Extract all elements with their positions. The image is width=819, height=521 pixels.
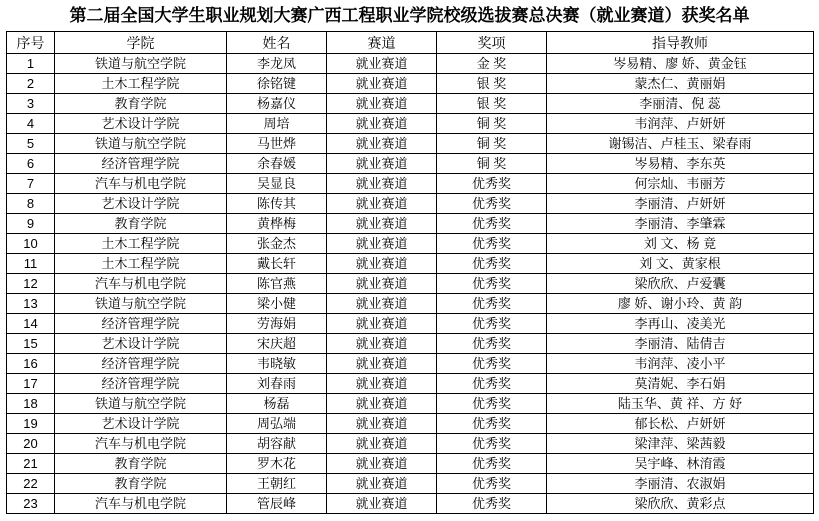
cell-teachers: 李丽清、倪 蕊 bbox=[547, 94, 814, 114]
column-header-name: 姓名 bbox=[227, 32, 327, 54]
cell-award: 银 奖 bbox=[437, 94, 547, 114]
cell-track: 就业赛道 bbox=[327, 54, 437, 74]
cell-track: 就业赛道 bbox=[327, 154, 437, 174]
cell-name: 戴长轩 bbox=[227, 254, 327, 274]
cell-track: 就业赛道 bbox=[327, 114, 437, 134]
cell-college: 汽车与机电学院 bbox=[55, 434, 227, 454]
cell-award: 优秀奖 bbox=[437, 314, 547, 334]
cell-track: 就业赛道 bbox=[327, 274, 437, 294]
cell-name: 陈官燕 bbox=[227, 274, 327, 294]
cell-track: 就业赛道 bbox=[327, 354, 437, 374]
table-row bbox=[7, 454, 814, 474]
cell-college: 铁道与航空学院 bbox=[55, 54, 227, 74]
cell-award: 优秀奖 bbox=[437, 214, 547, 234]
cell-no: 12 bbox=[7, 274, 55, 294]
column-header-no: 序号 bbox=[7, 32, 55, 54]
cell-no: 19 bbox=[7, 414, 55, 434]
cell-no: 6 bbox=[7, 154, 55, 174]
cell-teachers: 李丽清、陆倩吉 bbox=[547, 334, 814, 354]
table-row bbox=[7, 354, 814, 374]
cell-award: 铜 奖 bbox=[437, 154, 547, 174]
cell-award: 优秀奖 bbox=[437, 194, 547, 214]
table-row bbox=[7, 154, 814, 174]
cell-teachers: 岑易精、李东英 bbox=[547, 154, 814, 174]
cell-teachers: 李丽清、卢妍妍 bbox=[547, 194, 814, 214]
cell-college: 经济管理学院 bbox=[55, 154, 227, 174]
table-row bbox=[7, 374, 814, 394]
cell-name: 刘春雨 bbox=[227, 374, 327, 394]
cell-teachers: 刘 文、黄家根 bbox=[547, 254, 814, 274]
table-row bbox=[7, 334, 814, 354]
cell-teachers: 刘 文、杨 竟 bbox=[547, 234, 814, 254]
table-header-row bbox=[7, 32, 814, 54]
cell-award: 优秀奖 bbox=[437, 454, 547, 474]
cell-track: 就业赛道 bbox=[327, 374, 437, 394]
cell-no: 3 bbox=[7, 94, 55, 114]
cell-award: 优秀奖 bbox=[437, 414, 547, 434]
table-row bbox=[7, 274, 814, 294]
table-row bbox=[7, 394, 814, 414]
cell-teachers: 李丽清、农淑娟 bbox=[547, 474, 814, 494]
cell-college: 铁道与航空学院 bbox=[55, 294, 227, 314]
cell-name: 余春媛 bbox=[227, 154, 327, 174]
cell-track: 就业赛道 bbox=[327, 334, 437, 354]
cell-name: 陈传其 bbox=[227, 194, 327, 214]
cell-award: 优秀奖 bbox=[437, 494, 547, 514]
cell-college: 教育学院 bbox=[55, 474, 227, 494]
cell-award: 优秀奖 bbox=[437, 254, 547, 274]
cell-college: 铁道与航空学院 bbox=[55, 394, 227, 414]
cell-track: 就业赛道 bbox=[327, 494, 437, 514]
cell-award: 铜 奖 bbox=[437, 134, 547, 154]
cell-college: 教育学院 bbox=[55, 454, 227, 474]
cell-award: 优秀奖 bbox=[437, 394, 547, 414]
table-row bbox=[7, 414, 814, 434]
cell-college: 经济管理学院 bbox=[55, 374, 227, 394]
cell-teachers: 莫清妮、李石娟 bbox=[547, 374, 814, 394]
cell-track: 就业赛道 bbox=[327, 74, 437, 94]
cell-name: 梁小健 bbox=[227, 294, 327, 314]
cell-no: 15 bbox=[7, 334, 55, 354]
table-row bbox=[7, 234, 814, 254]
cell-track: 就业赛道 bbox=[327, 214, 437, 234]
cell-no: 16 bbox=[7, 354, 55, 374]
cell-teachers: 梁欣欣、黄彩点 bbox=[547, 494, 814, 514]
cell-award: 优秀奖 bbox=[437, 474, 547, 494]
cell-college: 艺术设计学院 bbox=[55, 334, 227, 354]
table-row bbox=[7, 474, 814, 494]
cell-name: 张金杰 bbox=[227, 234, 327, 254]
cell-track: 就业赛道 bbox=[327, 254, 437, 274]
cell-college: 铁道与航空学院 bbox=[55, 134, 227, 154]
cell-track: 就业赛道 bbox=[327, 414, 437, 434]
cell-college: 教育学院 bbox=[55, 214, 227, 234]
cell-track: 就业赛道 bbox=[327, 194, 437, 214]
table-body bbox=[7, 54, 814, 514]
cell-award: 铜 奖 bbox=[437, 114, 547, 134]
table-row bbox=[7, 74, 814, 94]
table-row bbox=[7, 134, 814, 154]
table-row bbox=[7, 54, 814, 74]
cell-name: 罗木花 bbox=[227, 454, 327, 474]
table-row bbox=[7, 174, 814, 194]
cell-teachers: 郁长松、卢妍妍 bbox=[547, 414, 814, 434]
cell-college: 经济管理学院 bbox=[55, 354, 227, 374]
cell-no: 14 bbox=[7, 314, 55, 334]
cell-college: 土木工程学院 bbox=[55, 234, 227, 254]
cell-college: 土木工程学院 bbox=[55, 254, 227, 274]
table-row bbox=[7, 314, 814, 334]
cell-teachers: 韦润萍、卢妍妍 bbox=[547, 114, 814, 134]
cell-no: 13 bbox=[7, 294, 55, 314]
table-row bbox=[7, 114, 814, 134]
cell-no: 9 bbox=[7, 214, 55, 234]
cell-teachers: 廖 娇、谢小玲、黄 韵 bbox=[547, 294, 814, 314]
table-row bbox=[7, 494, 814, 514]
cell-college: 经济管理学院 bbox=[55, 314, 227, 334]
cell-track: 就业赛道 bbox=[327, 234, 437, 254]
cell-track: 就业赛道 bbox=[327, 454, 437, 474]
cell-teachers: 梁欣欣、卢爱囊 bbox=[547, 274, 814, 294]
cell-no: 18 bbox=[7, 394, 55, 414]
page-title: 第二届全国大学生职业规划大赛广西工程职业学院校级选拔赛总决赛（就业赛道）获奖名单 bbox=[69, 6, 750, 25]
cell-award: 优秀奖 bbox=[437, 174, 547, 194]
cell-no: 22 bbox=[7, 474, 55, 494]
cell-no: 10 bbox=[7, 234, 55, 254]
cell-track: 就业赛道 bbox=[327, 294, 437, 314]
cell-name: 黄桦梅 bbox=[227, 214, 327, 234]
cell-name: 马世烨 bbox=[227, 134, 327, 154]
cell-track: 就业赛道 bbox=[327, 174, 437, 194]
cell-teachers: 谢锡洁、卢桂玉、梁春雨 bbox=[547, 134, 814, 154]
cell-teachers: 李再山、凌美光 bbox=[547, 314, 814, 334]
cell-track: 就业赛道 bbox=[327, 394, 437, 414]
cell-name: 宋庆超 bbox=[227, 334, 327, 354]
cell-college: 汽车与机电学院 bbox=[55, 494, 227, 514]
cell-no: 11 bbox=[7, 254, 55, 274]
cell-track: 就业赛道 bbox=[327, 314, 437, 334]
cell-name: 王朝红 bbox=[227, 474, 327, 494]
cell-name: 胡容献 bbox=[227, 434, 327, 454]
cell-award: 优秀奖 bbox=[437, 374, 547, 394]
cell-college: 艺术设计学院 bbox=[55, 114, 227, 134]
cell-teachers: 蒙杰仁、黄丽娟 bbox=[547, 74, 814, 94]
cell-award: 金 奖 bbox=[437, 54, 547, 74]
column-header-track: 赛道 bbox=[327, 32, 437, 54]
cell-name: 李龙凤 bbox=[227, 54, 327, 74]
cell-college: 土木工程学院 bbox=[55, 74, 227, 94]
cell-teachers: 韦润萍、凌小平 bbox=[547, 354, 814, 374]
cell-no: 21 bbox=[7, 454, 55, 474]
cell-track: 就业赛道 bbox=[327, 94, 437, 114]
table-row bbox=[7, 254, 814, 274]
cell-college: 汽车与机电学院 bbox=[55, 274, 227, 294]
cell-no: 2 bbox=[7, 74, 55, 94]
cell-no: 8 bbox=[7, 194, 55, 214]
column-header-teachers: 指导教师 bbox=[547, 32, 814, 54]
cell-award: 优秀奖 bbox=[437, 434, 547, 454]
cell-track: 就业赛道 bbox=[327, 474, 437, 494]
cell-teachers: 梁津萍、梁茜毅 bbox=[547, 434, 814, 454]
cell-no: 23 bbox=[7, 494, 55, 514]
cell-no: 17 bbox=[7, 374, 55, 394]
cell-teachers: 李丽清、李肇霖 bbox=[547, 214, 814, 234]
table-row bbox=[7, 194, 814, 214]
cell-no: 7 bbox=[7, 174, 55, 194]
table-row bbox=[7, 294, 814, 314]
cell-college: 艺术设计学院 bbox=[55, 414, 227, 434]
cell-teachers: 何宗灿、韦丽芳 bbox=[547, 174, 814, 194]
cell-track: 就业赛道 bbox=[327, 134, 437, 154]
award-list-table bbox=[6, 31, 814, 514]
cell-college: 艺术设计学院 bbox=[55, 194, 227, 214]
cell-name: 徐铭键 bbox=[227, 74, 327, 94]
cell-award: 银 奖 bbox=[437, 74, 547, 94]
cell-award: 优秀奖 bbox=[437, 274, 547, 294]
cell-name: 周培 bbox=[227, 114, 327, 134]
cell-name: 杨嘉仪 bbox=[227, 94, 327, 114]
cell-award: 优秀奖 bbox=[437, 234, 547, 254]
cell-no: 20 bbox=[7, 434, 55, 454]
cell-college: 教育学院 bbox=[55, 94, 227, 114]
cell-name: 吴显良 bbox=[227, 174, 327, 194]
column-header-award: 奖项 bbox=[437, 32, 547, 54]
cell-name: 韦晓敏 bbox=[227, 354, 327, 374]
cell-no: 1 bbox=[7, 54, 55, 74]
cell-teachers: 吴宇峰、林淯霞 bbox=[547, 454, 814, 474]
cell-award: 优秀奖 bbox=[437, 354, 547, 374]
cell-teachers: 陆玉华、黄 祥、方 妤 bbox=[547, 394, 814, 414]
cell-track: 就业赛道 bbox=[327, 434, 437, 454]
cell-name: 劳海娟 bbox=[227, 314, 327, 334]
cell-name: 周弘端 bbox=[227, 414, 327, 434]
cell-college: 汽车与机电学院 bbox=[55, 174, 227, 194]
table-row bbox=[7, 434, 814, 454]
table-row bbox=[7, 214, 814, 234]
cell-award: 优秀奖 bbox=[437, 334, 547, 354]
cell-award: 优秀奖 bbox=[437, 294, 547, 314]
table-row bbox=[7, 94, 814, 114]
cell-no: 4 bbox=[7, 114, 55, 134]
column-header-college: 学院 bbox=[55, 32, 227, 54]
cell-teachers: 岑易精、廖 娇、黄金钰 bbox=[547, 54, 814, 74]
cell-name: 杨磊 bbox=[227, 394, 327, 414]
cell-no: 5 bbox=[7, 134, 55, 154]
cell-name: 管辰峰 bbox=[227, 494, 327, 514]
